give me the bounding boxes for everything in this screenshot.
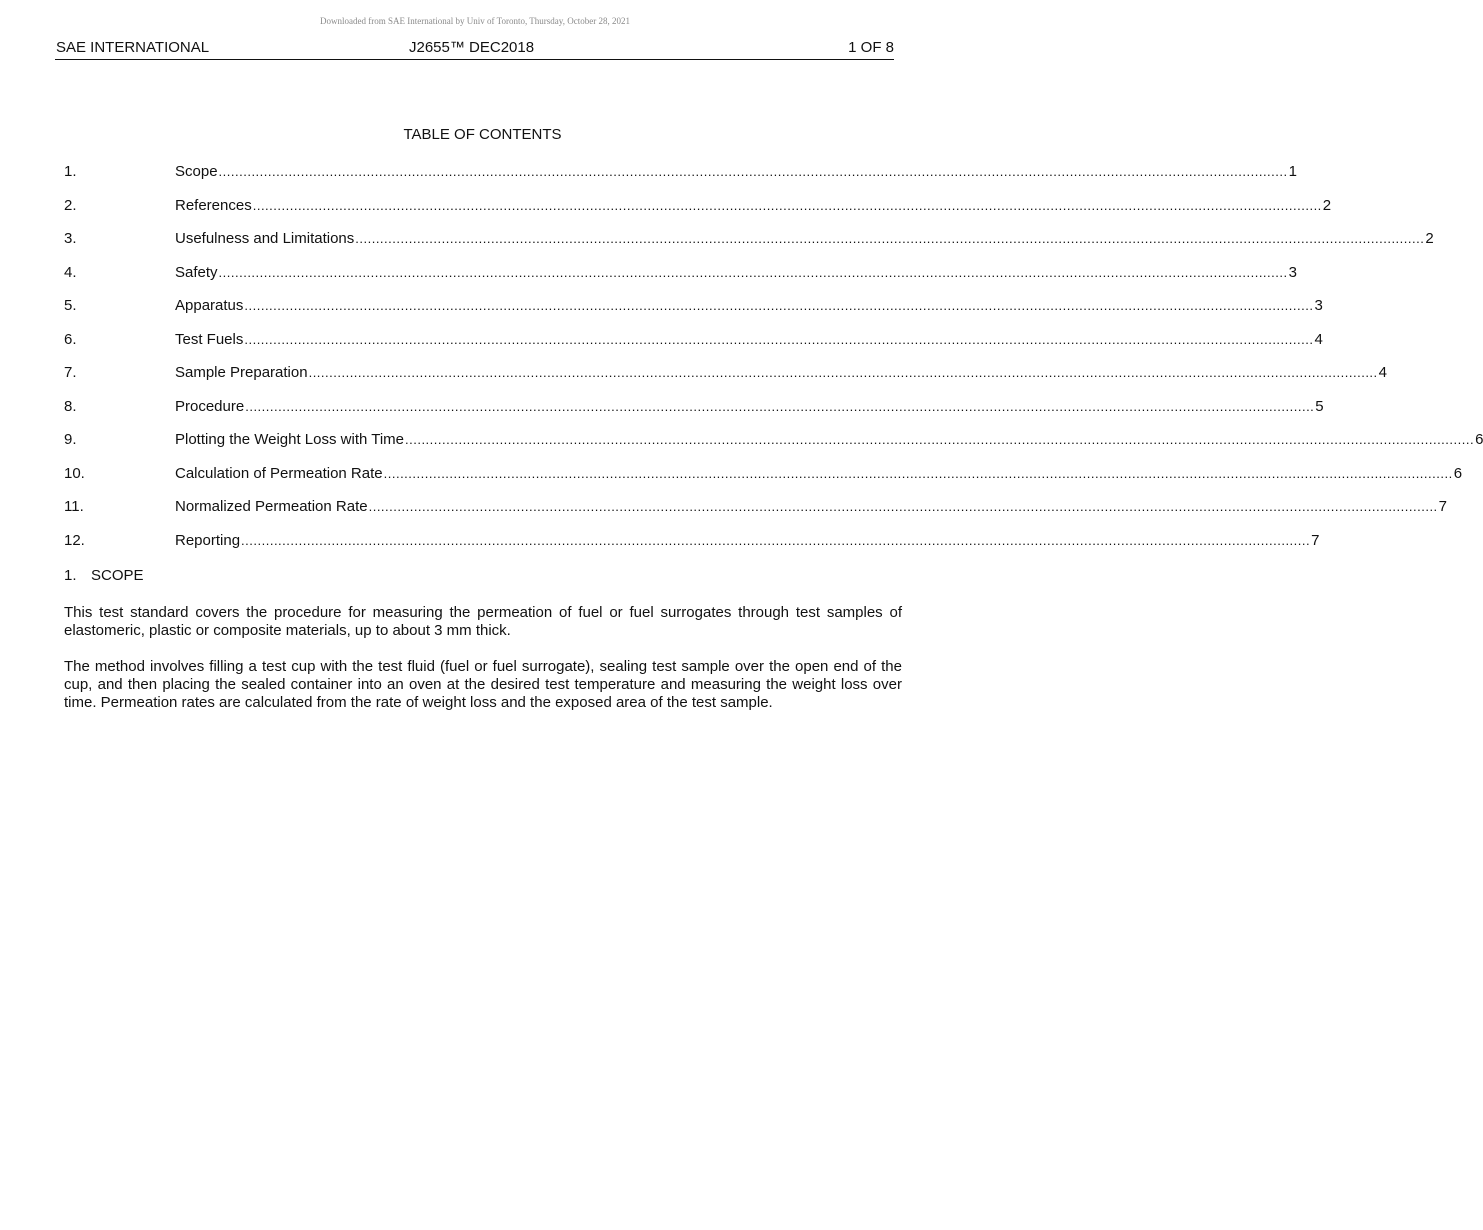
toc-entry-references[interactable]: [64, 196, 1332, 231]
header-page-indicator: 1 OF 8: [848, 39, 894, 56]
toc-entry-label: Calculation of Permeation Rate: [175, 464, 383, 482]
toc-entry-label: Procedure: [175, 397, 245, 415]
toc-entry-number: 7.: [64, 364, 77, 381]
toc-entry-page: 3: [1314, 297, 1323, 314]
toc-entry-number: 10.: [64, 464, 85, 482]
toc-dot-leader: ....................................................................................................................................................................................................................................................................: [244, 331, 1314, 347]
toc-entry-sample-preparation[interactable]: [64, 364, 1387, 398]
toc-entry-number: 6.: [64, 330, 77, 348]
section-title: SCOPE: [91, 567, 144, 584]
toc-entry-number: 3.: [64, 230, 77, 247]
toc-entry-apparatus[interactable]: [64, 297, 1323, 331]
toc-dot-leader: ....................................................................................................................................................................................................................................................................: [405, 432, 1475, 447]
toc-entry-label: Scope: [175, 163, 218, 180]
toc-entry-label: References: [175, 196, 252, 214]
section-number: 1.: [64, 567, 77, 584]
toc-entry-normalized-permeation-rate[interactable]: [64, 498, 1448, 532]
toc-entry-label: Plotting the Weight Loss with Time: [175, 431, 404, 448]
toc-dot-leader: ....................................................................................................................................................................................................................................................................: [308, 365, 1378, 380]
toc-entry-label: Sample Preparation: [175, 364, 308, 381]
toc-entry-scope[interactable]: [64, 163, 1297, 197]
toc-dot-leader: ....................................................................................................................................................................................................................................................................: [244, 298, 1314, 313]
toc-entry-test-fuels[interactable]: [64, 330, 1323, 365]
section-heading-scope: [64, 567, 144, 584]
toc-entry-page: 6: [1475, 431, 1483, 448]
download-watermark: Downloaded from SAE International by Univ of Toronto, Thursday, October 28, 2021: [320, 16, 630, 26]
toc-entry-number: 1.: [64, 163, 77, 180]
toc-entry-label: Apparatus: [175, 297, 244, 314]
toc-entry-number: 2.: [64, 196, 77, 214]
toc-entry-number: 8.: [64, 397, 77, 415]
toc-entry-procedure[interactable]: [64, 397, 1324, 432]
toc-dot-leader: ....................................................................................................................................................................................................................................................................: [368, 499, 1438, 514]
toc-entry-page: 2: [1425, 230, 1434, 247]
toc-entry-page: 1: [1288, 163, 1297, 180]
toc-entry-reporting[interactable]: [64, 531, 1320, 566]
toc-dot-leader: ....................................................................................................................................................................................................................................................................: [252, 197, 1322, 213]
toc-dot-leader: ....................................................................................................................................................................................................................................................................: [218, 264, 1288, 280]
toc-entry-safety[interactable]: [64, 263, 1297, 298]
table-of-contents: [64, 163, 1483, 565]
toc-entry-plotting-weight-loss[interactable]: [64, 431, 1483, 465]
toc-dot-leader: ....................................................................................................................................................................................................................................................................: [245, 398, 1315, 414]
toc-entry-page: 2: [1322, 196, 1332, 214]
toc-entry-label: Usefulness and Limitations: [175, 230, 355, 247]
toc-entry-page: 6: [1453, 464, 1463, 482]
toc-entry-number: 5.: [64, 297, 77, 314]
toc-entry-label: Safety: [175, 263, 218, 281]
toc-title: TABLE OF CONTENTS: [403, 126, 562, 143]
scope-paragraph-2: The method involves filling a test cup with the test fluid (fuel or fuel surrogate), sealing test sample over the open end of the cup, and then placing the sealed container into an oven at the desired test temperature and measuring the weight loss over time. Permeation rates are calculated from the rate of weight loss and the exposed area of the test sample.: [64, 658, 902, 711]
toc-entry-page: 4: [1314, 330, 1323, 348]
toc-entry-page: 5: [1315, 397, 1324, 415]
toc-entry-page: 7: [1311, 531, 1320, 549]
toc-entry-usefulness-and-limitations[interactable]: [64, 230, 1434, 264]
toc-entry-calculation-of-permeation-rate[interactable]: [64, 464, 1463, 499]
toc-dot-leader: ....................................................................................................................................................................................................................................................................: [218, 164, 1288, 179]
toc-entry-number: 11.: [64, 498, 84, 515]
toc-dot-leader: ....................................................................................................................................................................................................................................................................: [355, 231, 1425, 246]
toc-entry-number: 4.: [64, 263, 77, 281]
toc-entry-page: 3: [1288, 263, 1297, 281]
page-header: [55, 38, 894, 60]
toc-entry-page: 7: [1438, 498, 1448, 515]
toc-dot-leader: ....................................................................................................................................................................................................................................................................: [383, 465, 1453, 481]
toc-entry-label: Normalized Permeation Rate: [175, 498, 368, 515]
header-document-id: J2655™ DEC2018: [409, 39, 535, 56]
toc-entry-number: 9.: [64, 431, 77, 448]
toc-entry-label: Test Fuels: [175, 330, 244, 348]
header-organization: SAE INTERNATIONAL: [56, 39, 210, 56]
toc-entry-number: 12.: [64, 531, 85, 549]
toc-dot-leader: ....................................................................................................................................................................................................................................................................: [241, 532, 1311, 548]
toc-entry-label: Reporting: [175, 531, 241, 549]
scope-paragraph-1: This test standard covers the procedure for measuring the permeation of fuel or fuel surrogates through test samples of elastomeric, plastic or composite materials, up to about 3 mm thick.: [64, 604, 902, 639]
toc-entry-page: 4: [1378, 364, 1387, 381]
